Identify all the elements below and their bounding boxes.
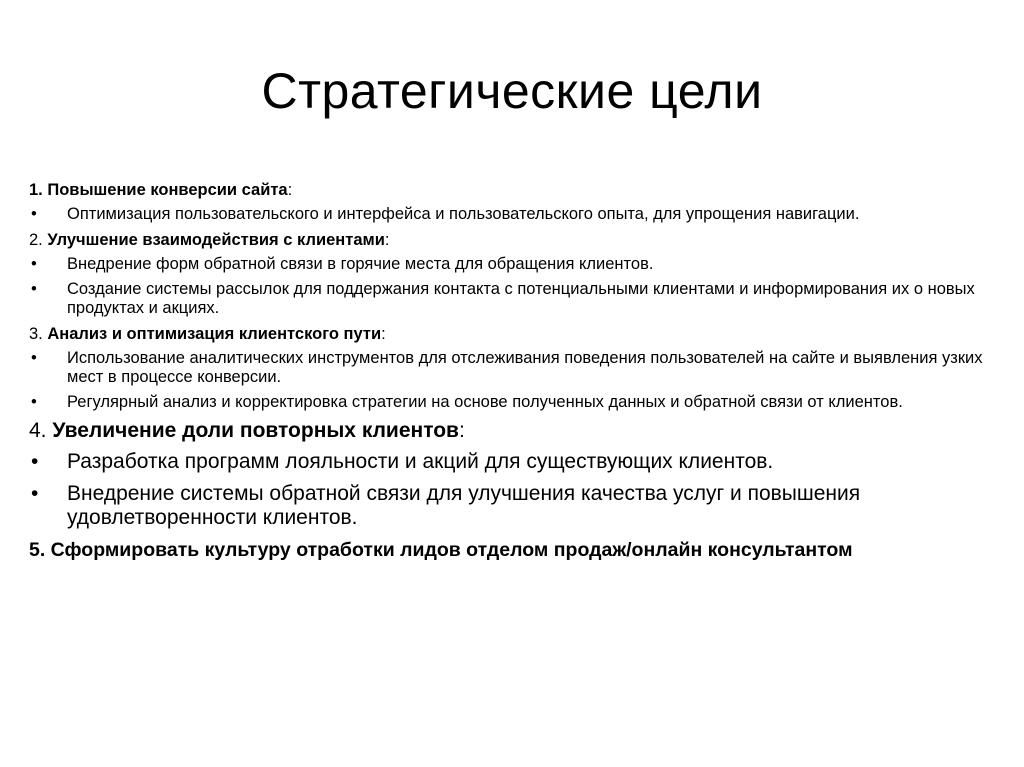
goal-title-3: Анализ и оптимизация клиентского пути xyxy=(47,325,382,343)
goal-title-2: Улучшение взаимодействия с клиентами xyxy=(47,231,385,249)
goal-bullet: • Создание системы рассылок для поддержания контакта с потенциальными клиентами и информирования их о новых продуктах и акциях. xyxy=(31,280,975,317)
goal-bullet: • Разработка программ лояльности и акций для существующих клиентов. xyxy=(31,450,774,473)
goal-bullet: • Регулярный анализ и корректировка стратегии на основе полученных данных и обратной связи от клиентов. xyxy=(31,393,903,411)
goal-number-2: 2. xyxy=(29,231,43,249)
bullet-icon: • xyxy=(31,205,37,223)
goal-heading-3: 3. Анализ и оптимизация клиентского пути: xyxy=(29,325,386,343)
bullet-icon: • xyxy=(31,482,39,505)
goal-number-1: 1. xyxy=(29,181,43,199)
goal-heading-4: 4. Увеличение доли повторных клиентов: xyxy=(29,419,465,442)
goal-number-3: 3. xyxy=(29,325,43,343)
slide-title: Стратегические цели xyxy=(261,63,763,119)
goal-bullet: • Использование аналитических инструментов для отслеживания поведения пользователей на сайте и выявления узких мест в процессе конверсии. xyxy=(31,349,983,386)
bullet-icon: • xyxy=(31,349,37,367)
goal-bullet: • Внедрение системы обратной связи для улучшения качества услуг и повышения удовлетворенности клиентов. xyxy=(31,482,861,529)
goal-title-1: Повышение конверсии сайта xyxy=(47,181,288,199)
goal-bullet: • Оптимизация пользовательского и интерфейса и пользовательского опыта, для упрощения навигации. xyxy=(31,205,860,223)
goal-title-4: Увеличение доли повторных клиентов xyxy=(52,419,459,442)
bullet-icon: • xyxy=(31,280,37,298)
goal-heading-1: 1. Повышение конверсии сайта: xyxy=(29,181,293,199)
goal-heading-5: 5. Сформировать культуру отработки лидов отделом продаж/онлайн консультантом xyxy=(29,539,853,561)
goal-heading-2: 2. Улучшение взаимодействия с клиентами: xyxy=(29,231,390,249)
bullet-icon: • xyxy=(31,255,37,273)
goals-list xyxy=(29,180,1004,562)
bullet-icon: • xyxy=(31,450,39,473)
bullet-icon: • xyxy=(31,393,37,411)
goal-number-4: 4. xyxy=(29,419,47,442)
goal-bullet: • Внедрение форм обратной связи в горячие места для обращения клиентов. xyxy=(31,255,654,273)
